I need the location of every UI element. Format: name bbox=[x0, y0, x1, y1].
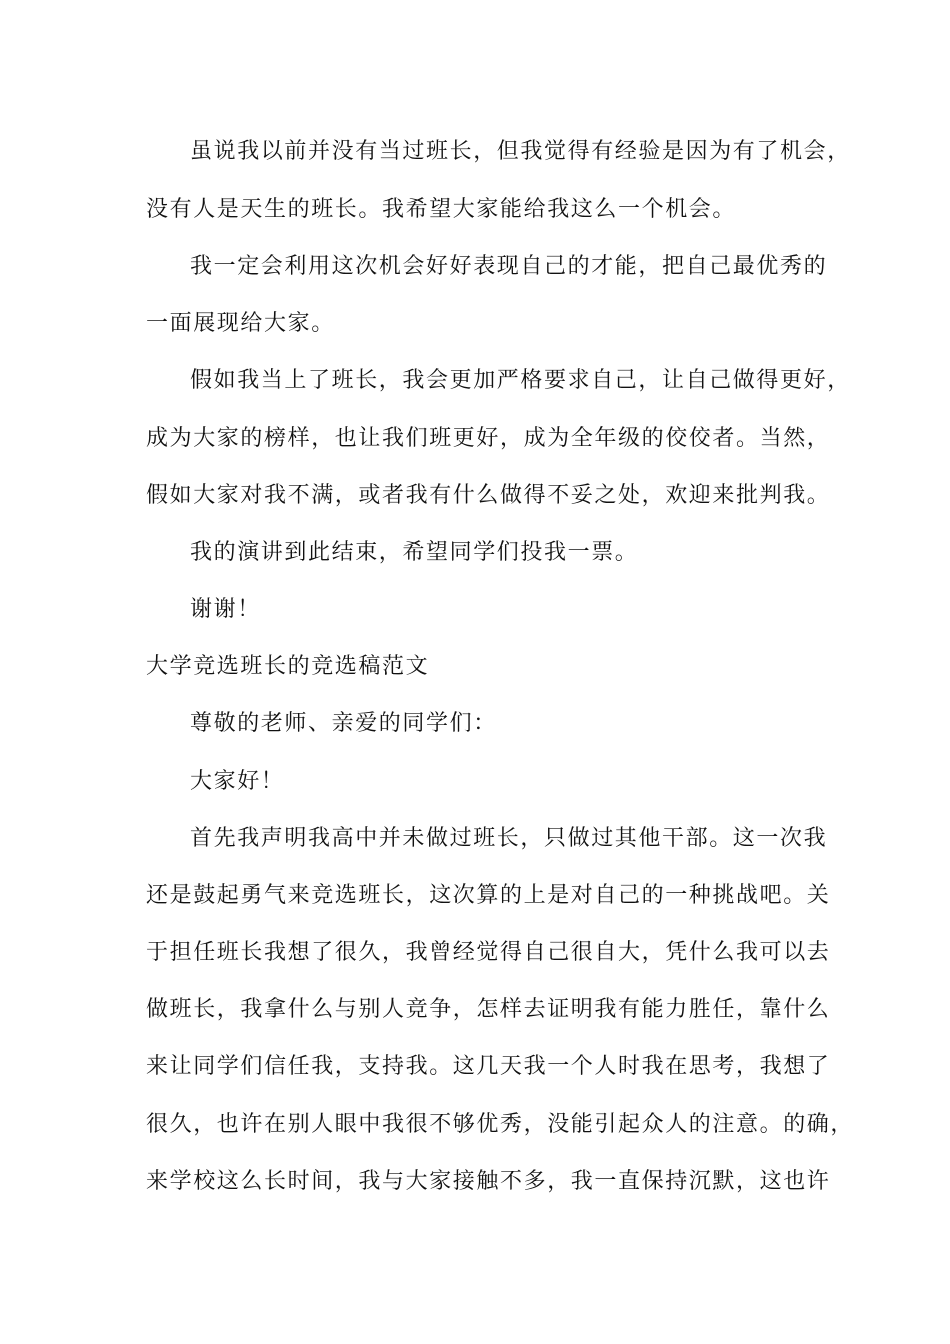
paragraph-line: 很久，也许在别人眼中我很不够优秀，没能引起众人的注意。的确， bbox=[146, 1112, 855, 1137]
paragraph-line: 做班长，我拿什么与别人竞争，怎样去证明我有能力胜任，靠什么 bbox=[146, 997, 831, 1022]
section-title: 大学竞选班长的竞选稿范文 bbox=[146, 654, 430, 679]
paragraph-line: 来让同学们信任我，支持我。这几天我一个人时我在思考，我想了 bbox=[146, 1054, 831, 1079]
paragraph-line: 还是鼓起勇气来竞选班长，这次算的上是对自己的一种挑战吧。关 bbox=[146, 883, 831, 908]
salutation-line: 尊敬的老师、亲爱的同学们： bbox=[190, 711, 497, 736]
paragraph-line: 一面展现给大家。 bbox=[146, 311, 335, 336]
paragraph-line: 假如大家对我不满，或者我有什么做得不妥之处，欢迎来批判我。 bbox=[146, 483, 831, 508]
paragraph-line: 首先我声明我高中并未做过班长，只做过其他干部。这一次我 bbox=[190, 826, 828, 851]
paragraph-line: 成为大家的榜样，也让我们班更好，成为全年级的佼佼者。当然， bbox=[146, 426, 831, 451]
paragraph-line: 来学校这么长时间，我与大家接触不多，我一直保持沉默，这也许 bbox=[146, 1169, 831, 1194]
paragraph-line: 没有人是天生的班长。我希望大家能给我这么一个机会。 bbox=[146, 197, 737, 222]
paragraph-line: 我的演讲到此结束，希望同学们投我一票。 bbox=[190, 540, 639, 565]
paragraph-line: 谢谢！ bbox=[190, 597, 261, 622]
paragraph-line: 于担任班长我想了很久，我曾经觉得自己很自大，凭什么我可以去 bbox=[146, 940, 831, 965]
paragraph-line: 虽说我以前并没有当过班长，但我觉得有经验是因为有了机会， bbox=[190, 139, 851, 164]
paragraph-line: 假如我当上了班长，我会更加严格要求自己，让自己做得更好， bbox=[190, 368, 851, 393]
paragraph-line: 我一定会利用这次机会好好表现自己的才能，把自己最优秀的 bbox=[190, 254, 828, 279]
greeting-line: 大家好！ bbox=[190, 769, 285, 794]
